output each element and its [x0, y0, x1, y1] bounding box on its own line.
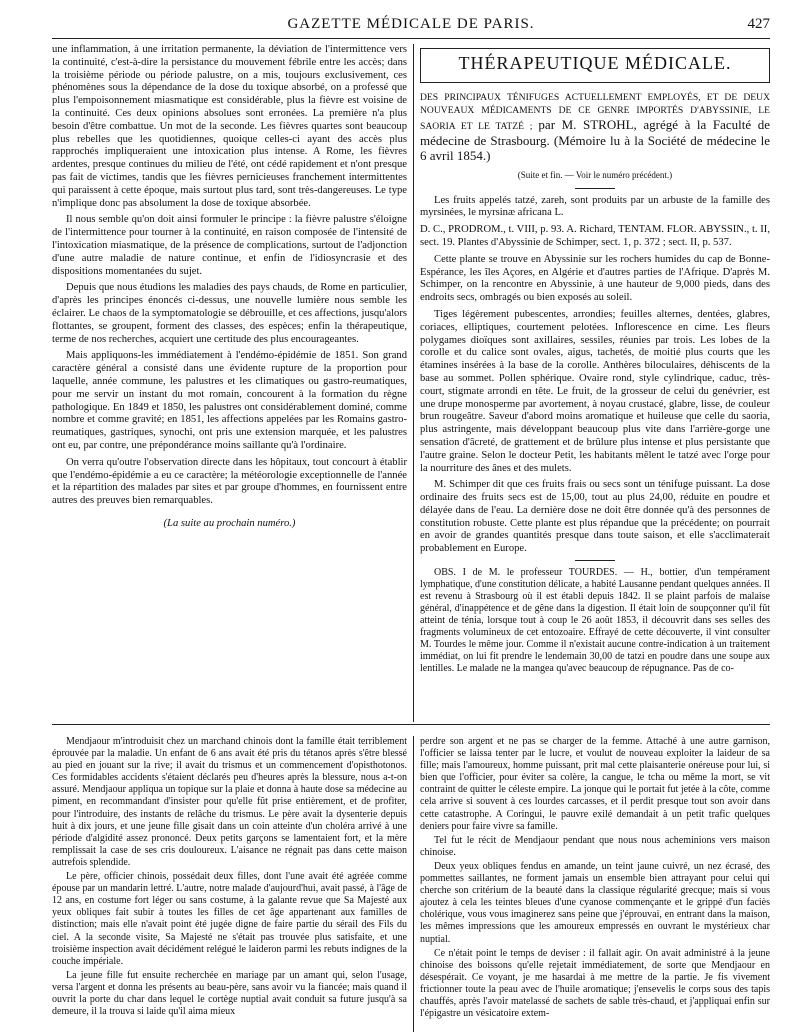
separator-rule	[575, 188, 615, 189]
feuilleton-paragraph: Ce n'était point le temps de deviser : il fallait agir. On avait administré à la jeune chinoise des boissons qu'elle rejetait immédiatement, de sorte que Mendjaour en désespérait. Ce voyant, je me hasardai à me mettre de la partie. Je fis vivement frictionner toute la peau avec de l'huile aromatique; j'ensevelis le corps sous des tapis chauffés, après l'avoir matelassé de sachets de sable très-chaud, et j'appliquai enfin sur l'épigastre un vésicatoire extem-	[420, 947, 770, 1020]
right-paragraph: Tiges légèrement pubescentes, arrondies; feuilles alternes, dentées, glabres, coriaces, elliptiques, courtement pelotées. Inflorescence en cime. Les fleurs polygames dioïques sont axillaires, sessiles, réunies par trois. Les lobes de la corolle et du calice sont ovales, aigus, tachetés, de moitié plus courts que les étamines insérées à la base de la corolle. Anthères biloculaires, déhiscents de la base au sommet. Pollen sphérique. Ovaire rond, style cylindrique, caduc, très-court, stigmate arrondi en tête. Le fruit, de la grosseur de celui du genévrier, est une drupe monosperme par avortement, à noyau crustacé, glabre, lisse, de couleur brun rougeâtre. Saveur d'abord moins aromatique et huileuse que celle du saoria, plus astringente, mais développant beaucoup plus vite dans l'arrière-gorge une sensation d'âcreté, de grattement et de brûlure plus intense et plus persistante que l'autre graine. Selon le docteur Petit, les habitants mêlent le tatzé avec l'orge pour la nourriture des ânes et des mulets.	[420, 308, 770, 474]
right-column	[420, 44, 770, 724]
feuilleton-right-column	[420, 736, 770, 1032]
header-rule	[52, 38, 770, 39]
section-title: THÉRAPEUTIQUE MÉDICALE.	[458, 53, 732, 73]
feuilleton-paragraph: Deux yeux obliques fendus en amande, un teint jaune cuivré, un nez écrasé, des pommettes saillantes, ne forment jamais un ensemble bien attrayant pour celui qui cherche son critérium de la beauté dans la classique régularité grecque; mais si vous ajoutez à cela les teintes bleues d'une cyanose commençante et le grippé d'un faciès cholérique, vous vous imaginerez sans peine que j'éprouvai, en entrant dans la maison, les mêmes impressions que les amoureux empressés en ouvrant le mystérieux char nuptial.	[420, 860, 770, 945]
right-paragraph: D. C., PRODROM., t. VIII, p. 93. A. Richard, TENTAM. FLOR. ABYSSIN., t. II, sect. 19. Plantes d'Abyssinie de Schimper, sect. 1, p. 372 ; sect. II, p. 537.	[420, 224, 770, 248]
feuilleton-rule	[52, 724, 770, 725]
page-number: 427	[747, 16, 770, 32]
column-divider	[413, 44, 414, 722]
observation-paragraph: OBS. I de M. le professeur TOURDES. — H., bottier, d'un tempérament lymphatique, d'une constitution délicate, a habité Lausanne pendant quelques années. Il est revenu à Strasbourg où il est établi depuis 1842. Il se plaint parfois de malaise général, d'inappétence et de gêne dans la digestion. Il était loin de soupçonner qu'il fût atteint de ténia, lorsque tout à coup le 26 août 1853, il découvrit dans ses selles des fragments volumineux de cet entozoaire. Effrayé de cette découverte, il vint consulter M. Tourdes le même jour. Comme il n'existait aucune contre-indication à un traitement immédiat, on lui fit prendre le lendemain 30,00 de tatzi en poudre dans une soupe aux lentilles. Le malade ne la mangea qu'avec beaucoup de répugnance. Pas de co-	[420, 567, 770, 675]
left-paragraph: une inflammation, à une irritation permanente, la déviation de l'intermittence vers la continuité, c'est-à-dire la persistance du mouvement fébrile entre les accès; dans la troisième période ou période palustre, on a mis, toujours exclusivement, ces phénomènes sous la dépendance de la dose du toxique absorbé, on a professé que plus l'empoisonnement miasmatique est considérable, plus la fièvre est voisine de la continuité. Ces deux opinions absolues sont erronées. La première n'a plus besoin d'être combattue. Un mot de la seconde. Les fièvres quartes sont beaucoup plus rebelles que les quotidiennes, quoique celles-ci ayant des accès plus rapprochés impliqueraient une intoxication plus intense. A Rome, les fièvres ardentes, presque continues du milieu de l'été, ont cédé rapidement et n'ont presque pas fait de victimes, tandis que les fièvres pernicieuses franchement intermittentes qui paraissent à cette époque, mais surtout plus tard, sont très-dangereuses. Le type n'implique donc pas absolument la dose de toxique absorbée.	[52, 44, 407, 209]
feuilleton-paragraph: Mendjaour m'introduisit chez un marchand chinois dont la famille était terriblement éprouvée par la maladie. Un enfant de 6 ans avait été pris du tétanos après s'être blessé au pied en jouant sur la rive; il avait du trismus et un commencement d'opisthotonos. Ces formidables accidents s'étaient déclarés peu d'heures après la blessure, nous a-t-on assuré. Mendjaour appliqua un topique sur la plaie et donna à haute dose sa médecine au piment, en recommandant d'insister pour qu'elle fût prise entièrement, et de profiter, pour l'introduire, des instants de relâche du trismus. Le père avait la dysenterie depuis huit à dix jours, et une jeune fille gisait dans un coin atteinte d'un choléra arrivé à une période d'algidité assez prononcé. Deux petits garçons se lamentaient fort, et la mère remplissait la case de ses cris douloureux. L'aisance ne régnait pas dans cette maison autrefois splendide.	[52, 736, 407, 868]
article-title	[420, 91, 770, 165]
journal-title: GAZETTE MÉDICALE DE PARIS.	[287, 16, 535, 32]
left-column	[52, 44, 407, 684]
feuilleton-paragraph: La jeune fille fut ensuite recherchée en mariage par un amant qui, selon l'usage, versa l'argent et donna les présents au beau-père, sans avoir vu la fiancée; mais quand il ouvrit la porte du char dans lequel le cortège nuptial avait conduit sa future jusqu'à sa demeure, il la trouva si laide qu'il aima mieux	[52, 969, 407, 1018]
right-paragraph: Cette plante se trouve en Abyssinie sur les rochers humides du cap de Bonne-Espérance, les îles Açores, en Algérie et d'autres parties de l'Afrique. D'après M. Schimper, on la rencontre en Abyssinie, à une hauteur de 9,000 pieds, dans des endroits secs, ombragés ou bien exposés au soleil.	[420, 253, 770, 304]
left-paragraph: Mais appliquons-les immédiatement à l'endémo-épidémie de 1851. Son grand caractère général a consisté dans une évidente rupture de la proportion pour laquelle, année commune, les palustres et les climatiques ou gastro-reumatiques, pour me servir un instant du mot romain, concourent à la formation du règne pathologique. En 1849 et 1850, les palustres ont considérablement dominé, comme nombre et comme gravité; en 1851, les affections appelées par les Romains gastro-reumatiques, gastriques, synochi, ont pris une extension marquée, et les palustres ont eu, par contre, une prépondérance moins saillante qu'à l'ordinaire.	[52, 350, 407, 451]
separator-rule	[575, 560, 615, 561]
suite-note: (Suite et fin. — Voir le numéro précédent.)	[517, 169, 673, 180]
continuation-note: (La suite au prochain numéro.)	[163, 517, 296, 529]
left-paragraph: On verra qu'outre l'observation directe dans les hôpitaux, tout concourt à établir que l'endémo-épidémie a eu ce caractère; la météorologie exceptionnelle de l'année et la répartition des malades par sites et par groupe d'hommes, en fournissent entre autres des preuves bien remarquables.	[52, 456, 407, 507]
right-paragraph: M. Schimper dit que ces fruits frais ou secs sont un ténifuge puissant. La dose ordinaire des fruits secs est de 15,00, tout au plus 24,00, réduite en poudre et délayée dans de l'eau. La dernière dose ne doit être donnée qu'à des personnes de constitution robuste. Cette plante est plus répandue que la précédente; on pourrait en avoir de grandes quantités presque dans toute saison, et elle s'acclimaterait probablement en Europe.	[420, 479, 770, 555]
right-paragraph: Les fruits appelés tatzé, zareh, sont produits par un arbuste de la famille des myrsinées, le myrsinæ africana L.	[420, 194, 770, 219]
feuilleton-paragraph: Le père, officier chinois, possédait deux filles, dont l'une avait été agréée comme épouse par un mandarin lettré. L'autre, notre malade d'aujourd'hui, avait passé, à l'âge de 12 ans, en costume fort léger ou sans costume, à la galante revue que Sa Majesté aux yeux obliques fait subir à toutes les filles de cet âge appartenant aux familles de distinction; mais elle n'avait point été jugée digne de faire partie du sérail des Fils du ciel. A la seconde visite, Sa Majesté ne s'était pas trouvée plus satisfaite, et une troisième inspection avait décidément relégué le laideron parmi les rebuts indignes de la couche impériale.	[52, 871, 407, 967]
page-header	[52, 12, 770, 38]
left-paragraph: Il nous semble qu'on doit ainsi formuler le principe : la fièvre palustre s'éloigne de l'intermittence pour tourner à la continuité, en raison composée de l'intensité de l'intoxication miasmatique, de la présence de complications, surtout de l'adjonction d'une autre maladie de nature continue, et enfin de l'idiosyncrasie et des dispositions momentanées du sujet.	[52, 214, 407, 277]
article-title-caps: DES PRINCIPAUX TÉNIFUGES ACTUELLEMENT EMPLOYÉS, ET DE DEUX NOUVEAUX MÉDICAMENTS DE CE GENRE IMPORTÉS D'ABYSSINIE, LE SAORIA ET LE TATZÉ ;	[420, 91, 770, 132]
left-paragraph: Depuis que nous étudions les maladies des pays chauds, de Rome en particulier, d'après les principes énoncés ci-dessus, une nouvelle lumière nous semble les éclairer. Le chaos de la symptomatologie se débrouille, et ces affections, jusqu'alors flottantes, se groupent, forment des classes, des espèces; enfin la thérapeutique, terme de nos recherches, acquiert une certitude des plus encourageantes.	[52, 282, 407, 345]
feuilleton-paragraph: Tel fut le récit de Mendjaour pendant que nous nous acheminions vers maison chinoise.	[420, 834, 770, 858]
article-title-author: par M. STROHL, agrégé à la Faculté de médecine de Strasbourg. (Mémoire lu à la Société de médecine le 6 avril 1854.)	[420, 116, 770, 164]
feuilleton-divider	[413, 736, 414, 1032]
feuilleton-paragraph: perdre son argent et ne pas se charger de la femme. Attaché à une autre garnison, l'officier se laissa tenter par le lucre, et voulut de nouveau exploiter la laideur de sa fille; mais l'amoureux, homme puissant, prit mal cette plaisanterie onéreuse pour lui, si bien que l'officier, pour éviter sa colère, la cangue, le tcha ou même la mort, se vit contraint de quitter le céleste empire. La jonque qui le portait fut jetée à la côte, comme cela arrive si souvent à ces lourdes carcasses, et il perdit presque tout son avoir dans cette catastrophe. A Coringui, le pauvre exilé demandait à un petit trafic quelques deniers pour faire vivre sa famille.	[420, 736, 770, 832]
section-title-box	[420, 48, 770, 83]
feuilleton-left-column	[52, 736, 407, 1032]
